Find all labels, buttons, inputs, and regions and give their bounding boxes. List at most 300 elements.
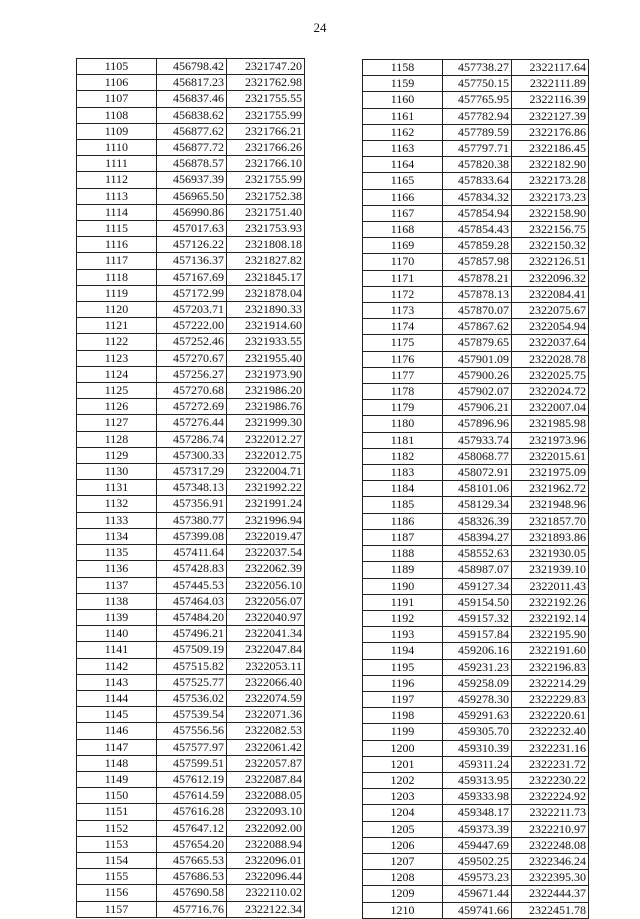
table-row (363, 546, 589, 562)
point-number-cell: 1153 (77, 836, 157, 852)
table-row (77, 626, 305, 642)
point-number-cell: 1122 (77, 334, 157, 350)
y-coordinate-cell: 2321755.55 (227, 91, 305, 107)
y-coordinate-cell: 2322192.26 (512, 594, 589, 610)
table-left-body (77, 59, 305, 918)
x-coordinate-cell: 459310.39 (443, 740, 512, 756)
table-row (77, 723, 305, 739)
y-coordinate-cell: 2322025.75 (512, 367, 589, 383)
x-coordinate-cell: 457782.94 (443, 108, 512, 124)
table-row (77, 885, 305, 901)
x-coordinate-cell: 457539.54 (157, 707, 227, 723)
y-coordinate-cell: 2321857.70 (512, 513, 589, 529)
x-coordinate-cell: 458101.06 (443, 481, 512, 497)
table-row (77, 901, 305, 917)
y-coordinate-cell: 2322192.14 (512, 610, 589, 626)
table-row (363, 627, 589, 643)
y-coordinate-cell: 2322054.94 (512, 319, 589, 335)
point-number-cell: 1123 (77, 350, 157, 366)
table-row (77, 188, 305, 204)
point-number-cell: 1176 (363, 351, 443, 367)
point-number-cell: 1205 (363, 821, 443, 837)
point-number-cell: 1184 (363, 481, 443, 497)
table-row (363, 724, 589, 740)
table-row (77, 447, 305, 463)
x-coordinate-cell: 458326.39 (443, 513, 512, 529)
table-row (77, 221, 305, 237)
y-coordinate-cell: 2322126.51 (512, 254, 589, 270)
table-row (77, 609, 305, 625)
x-coordinate-cell: 457820.38 (443, 157, 512, 173)
table-row (77, 383, 305, 399)
y-coordinate-cell: 2322037.54 (227, 545, 305, 561)
table-row (363, 886, 589, 902)
point-number-cell: 1207 (363, 853, 443, 869)
x-coordinate-cell: 457167.69 (157, 269, 227, 285)
x-coordinate-cell: 457870.07 (443, 303, 512, 319)
y-coordinate-cell: 2322075.67 (512, 303, 589, 319)
x-coordinate-cell: 456798.42 (157, 59, 227, 75)
y-coordinate-cell: 2322024.72 (512, 384, 589, 400)
x-coordinate-cell: 457854.94 (443, 205, 512, 221)
y-coordinate-cell: 2321890.33 (227, 302, 305, 318)
point-number-cell: 1155 (77, 869, 157, 885)
point-number-cell: 1206 (363, 837, 443, 853)
table-row (363, 870, 589, 886)
x-coordinate-cell: 457933.74 (443, 432, 512, 448)
point-number-cell: 1199 (363, 724, 443, 740)
y-coordinate-cell: 2322444.37 (512, 886, 589, 902)
table-row (77, 739, 305, 755)
table-row (77, 577, 305, 593)
x-coordinate-cell: 457616.28 (157, 804, 227, 820)
y-coordinate-cell: 2321948.96 (512, 497, 589, 513)
point-number-cell: 1136 (77, 561, 157, 577)
x-coordinate-cell: 457445.53 (157, 577, 227, 593)
point-number-cell: 1162 (363, 124, 443, 140)
table-row (363, 108, 589, 124)
table-row (77, 269, 305, 285)
y-coordinate-cell: 2322093.10 (227, 804, 305, 820)
point-number-cell: 1164 (363, 157, 443, 173)
point-number-cell: 1182 (363, 448, 443, 464)
x-coordinate-cell: 458552.63 (443, 546, 512, 562)
y-coordinate-cell: 2321893.86 (512, 529, 589, 545)
table-row (77, 642, 305, 658)
point-number-cell: 1193 (363, 627, 443, 643)
y-coordinate-cell: 2321973.90 (227, 366, 305, 382)
x-coordinate-cell: 457896.96 (443, 416, 512, 432)
y-coordinate-cell: 2322066.40 (227, 674, 305, 690)
point-number-cell: 1147 (77, 739, 157, 755)
y-coordinate-cell: 2322176.86 (512, 124, 589, 140)
point-number-cell: 1146 (77, 723, 157, 739)
y-coordinate-cell: 2322346.24 (512, 853, 589, 869)
y-coordinate-cell: 2322230.22 (512, 772, 589, 788)
point-number-cell: 1112 (77, 172, 157, 188)
x-coordinate-cell: 459278.30 (443, 691, 512, 707)
x-coordinate-cell: 457556.56 (157, 723, 227, 739)
y-coordinate-cell: 2321939.10 (512, 562, 589, 578)
table-row (363, 740, 589, 756)
y-coordinate-cell: 2321808.18 (227, 237, 305, 253)
y-coordinate-cell: 2322127.39 (512, 108, 589, 124)
y-coordinate-cell: 2322015.61 (512, 448, 589, 464)
point-number-cell: 1110 (77, 140, 157, 156)
table-row (363, 254, 589, 270)
point-number-cell: 1135 (77, 545, 157, 561)
point-number-cell: 1175 (363, 335, 443, 351)
y-coordinate-cell: 2321755.99 (227, 107, 305, 123)
table-row (363, 400, 589, 416)
x-coordinate-cell: 457665.53 (157, 852, 227, 868)
point-number-cell: 1124 (77, 366, 157, 382)
coordinates-table-left (76, 58, 305, 918)
x-coordinate-cell: 459573.23 (443, 870, 512, 886)
x-coordinate-cell: 457690.58 (157, 885, 227, 901)
y-coordinate-cell: 2322451.78 (512, 902, 589, 918)
x-coordinate-cell: 459206.16 (443, 643, 512, 659)
table-row (363, 562, 589, 578)
point-number-cell: 1156 (77, 885, 157, 901)
x-coordinate-cell: 457317.29 (157, 464, 227, 480)
point-number-cell: 1106 (77, 75, 157, 91)
table-row (77, 836, 305, 852)
table-row (77, 674, 305, 690)
table-row (363, 157, 589, 173)
table-row (363, 481, 589, 497)
point-number-cell: 1154 (77, 852, 157, 868)
point-number-cell: 1204 (363, 805, 443, 821)
x-coordinate-cell: 457879.65 (443, 335, 512, 351)
point-number-cell: 1170 (363, 254, 443, 270)
x-coordinate-cell: 457867.62 (443, 319, 512, 335)
table-row (77, 253, 305, 269)
point-number-cell: 1130 (77, 464, 157, 480)
y-coordinate-cell: 2322019.47 (227, 528, 305, 544)
x-coordinate-cell: 457878.21 (443, 270, 512, 286)
x-coordinate-cell: 457525.77 (157, 674, 227, 690)
point-number-cell: 1174 (363, 319, 443, 335)
x-coordinate-cell: 459154.50 (443, 594, 512, 610)
y-coordinate-cell: 2322122.34 (227, 901, 305, 917)
point-number-cell: 1127 (77, 415, 157, 431)
x-coordinate-cell: 457614.59 (157, 788, 227, 804)
table-row (363, 416, 589, 432)
point-number-cell: 1177 (363, 367, 443, 383)
y-coordinate-cell: 2322084.41 (512, 286, 589, 302)
table-row (77, 399, 305, 415)
table-row (363, 594, 589, 610)
point-number-cell: 1190 (363, 578, 443, 594)
x-coordinate-cell: 457854.43 (443, 222, 512, 238)
table-row (77, 528, 305, 544)
point-number-cell: 1117 (77, 253, 157, 269)
y-coordinate-cell: 2321955.40 (227, 350, 305, 366)
point-number-cell: 1134 (77, 528, 157, 544)
point-number-cell: 1188 (363, 546, 443, 562)
x-coordinate-cell: 457252.46 (157, 334, 227, 350)
point-number-cell: 1186 (363, 513, 443, 529)
table-row (363, 821, 589, 837)
y-coordinate-cell: 2322395.30 (512, 870, 589, 886)
x-coordinate-cell: 457172.99 (157, 285, 227, 301)
point-number-cell: 1113 (77, 188, 157, 204)
point-number-cell: 1191 (363, 594, 443, 610)
point-number-cell: 1105 (77, 59, 157, 75)
table-row (363, 60, 589, 76)
y-coordinate-cell: 2322220.61 (512, 708, 589, 724)
table-row (77, 140, 305, 156)
point-number-cell: 1178 (363, 384, 443, 400)
x-coordinate-cell: 457902.07 (443, 384, 512, 400)
table-row (77, 172, 305, 188)
x-coordinate-cell: 457399.08 (157, 528, 227, 544)
y-coordinate-cell: 2321766.26 (227, 140, 305, 156)
y-coordinate-cell: 2322196.83 (512, 659, 589, 675)
x-coordinate-cell: 457536.02 (157, 690, 227, 706)
y-coordinate-cell: 2321752.38 (227, 188, 305, 204)
y-coordinate-cell: 2321975.09 (512, 465, 589, 481)
x-coordinate-cell: 457428.83 (157, 561, 227, 577)
table-row (77, 123, 305, 139)
table-row (77, 707, 305, 723)
point-number-cell: 1202 (363, 772, 443, 788)
x-coordinate-cell: 459333.98 (443, 789, 512, 805)
table-row (77, 852, 305, 868)
point-number-cell: 1180 (363, 416, 443, 432)
point-number-cell: 1201 (363, 756, 443, 772)
x-coordinate-cell: 457765.95 (443, 92, 512, 108)
x-coordinate-cell: 458394.27 (443, 529, 512, 545)
point-number-cell: 1161 (363, 108, 443, 124)
table-row (363, 465, 589, 481)
y-coordinate-cell: 2322012.27 (227, 431, 305, 447)
table-row (363, 173, 589, 189)
table-row (77, 561, 305, 577)
table-row (77, 869, 305, 885)
table-row (77, 204, 305, 220)
y-coordinate-cell: 2322007.04 (512, 400, 589, 416)
point-number-cell: 1108 (77, 107, 157, 123)
y-coordinate-cell: 2322092.00 (227, 820, 305, 836)
table-row (363, 351, 589, 367)
point-number-cell: 1145 (77, 707, 157, 723)
point-number-cell: 1167 (363, 205, 443, 221)
point-number-cell: 1148 (77, 755, 157, 771)
y-coordinate-cell: 2321753.93 (227, 221, 305, 237)
point-number-cell: 1159 (363, 76, 443, 92)
y-coordinate-cell: 2321992.22 (227, 480, 305, 496)
x-coordinate-cell: 457716.76 (157, 901, 227, 917)
table-row (363, 853, 589, 869)
y-coordinate-cell: 2322173.23 (512, 189, 589, 205)
y-coordinate-cell: 2322186.45 (512, 141, 589, 157)
x-coordinate-cell: 457203.71 (157, 302, 227, 318)
point-number-cell: 1107 (77, 91, 157, 107)
y-coordinate-cell: 2322182.90 (512, 157, 589, 173)
x-coordinate-cell: 456965.50 (157, 188, 227, 204)
x-coordinate-cell: 459741.66 (443, 902, 512, 918)
point-number-cell: 1139 (77, 609, 157, 625)
page-number: 24 (313, 20, 327, 35)
x-coordinate-cell: 459157.84 (443, 627, 512, 643)
table-row (363, 643, 589, 659)
table-row (363, 805, 589, 821)
x-coordinate-cell: 459231.23 (443, 659, 512, 675)
point-number-cell: 1171 (363, 270, 443, 286)
point-number-cell: 1208 (363, 870, 443, 886)
table-row (77, 366, 305, 382)
y-coordinate-cell: 2322047.84 (227, 642, 305, 658)
table-row (363, 610, 589, 626)
table-row (77, 545, 305, 561)
point-number-cell: 1141 (77, 642, 157, 658)
table-row (363, 659, 589, 675)
y-coordinate-cell: 2321933.55 (227, 334, 305, 350)
point-number-cell: 1133 (77, 512, 157, 528)
table-row (363, 675, 589, 691)
table-row (77, 431, 305, 447)
point-number-cell: 1183 (363, 465, 443, 481)
x-coordinate-cell: 459311.24 (443, 756, 512, 772)
table-row (77, 237, 305, 253)
y-coordinate-cell: 2322096.44 (227, 869, 305, 885)
point-number-cell: 1132 (77, 496, 157, 512)
y-coordinate-cell: 2321962.72 (512, 481, 589, 497)
y-coordinate-cell: 2321766.10 (227, 156, 305, 172)
point-number-cell: 1173 (363, 303, 443, 319)
point-number-cell: 1210 (363, 902, 443, 918)
x-coordinate-cell: 457276.44 (157, 415, 227, 431)
x-coordinate-cell: 459313.95 (443, 772, 512, 788)
x-coordinate-cell: 457612.19 (157, 771, 227, 787)
x-coordinate-cell: 456817.23 (157, 75, 227, 91)
point-number-cell: 1131 (77, 480, 157, 496)
x-coordinate-cell: 459671.44 (443, 886, 512, 902)
table-row (363, 578, 589, 594)
y-coordinate-cell: 2321762.98 (227, 75, 305, 91)
y-coordinate-cell: 2322195.90 (512, 627, 589, 643)
point-number-cell: 1195 (363, 659, 443, 675)
table-row (77, 820, 305, 836)
y-coordinate-cell: 2322061.42 (227, 739, 305, 755)
point-number-cell: 1118 (77, 269, 157, 285)
x-coordinate-cell: 456877.72 (157, 140, 227, 156)
y-coordinate-cell: 2322028.78 (512, 351, 589, 367)
point-number-cell: 1149 (77, 771, 157, 787)
table-row (77, 788, 305, 804)
table-row (363, 124, 589, 140)
point-number-cell: 1179 (363, 400, 443, 416)
x-coordinate-cell: 457857.98 (443, 254, 512, 270)
x-coordinate-cell: 456878.57 (157, 156, 227, 172)
table-row (363, 270, 589, 286)
y-coordinate-cell: 2322191.60 (512, 643, 589, 659)
y-coordinate-cell: 2321930.05 (512, 546, 589, 562)
x-coordinate-cell: 457496.21 (157, 626, 227, 642)
y-coordinate-cell: 2322071.36 (227, 707, 305, 723)
table-row (363, 76, 589, 92)
point-number-cell: 1150 (77, 788, 157, 804)
x-coordinate-cell: 459127.34 (443, 578, 512, 594)
table-row (363, 367, 589, 383)
point-number-cell: 1189 (363, 562, 443, 578)
y-coordinate-cell: 2322096.32 (512, 270, 589, 286)
x-coordinate-cell: 458987.07 (443, 562, 512, 578)
table-row (77, 415, 305, 431)
x-coordinate-cell: 457797.71 (443, 141, 512, 157)
point-number-cell: 1121 (77, 318, 157, 334)
y-coordinate-cell: 2322088.05 (227, 788, 305, 804)
y-coordinate-cell: 2322040.97 (227, 609, 305, 625)
table-row (363, 92, 589, 108)
point-number-cell: 1128 (77, 431, 157, 447)
table-row (77, 593, 305, 609)
table-row (77, 318, 305, 334)
x-coordinate-cell: 457270.67 (157, 350, 227, 366)
point-number-cell: 1129 (77, 447, 157, 463)
y-coordinate-cell: 2321986.76 (227, 399, 305, 415)
point-number-cell: 1125 (77, 383, 157, 399)
x-coordinate-cell: 457577.97 (157, 739, 227, 755)
point-number-cell: 1157 (77, 901, 157, 917)
x-coordinate-cell: 458072.91 (443, 465, 512, 481)
point-number-cell: 1143 (77, 674, 157, 690)
x-coordinate-cell: 457906.21 (443, 400, 512, 416)
y-coordinate-cell: 2322248.08 (512, 837, 589, 853)
point-number-cell: 1138 (77, 593, 157, 609)
y-coordinate-cell: 2321996.94 (227, 512, 305, 528)
point-number-cell: 1163 (363, 141, 443, 157)
point-number-cell: 1137 (77, 577, 157, 593)
table-row (77, 350, 305, 366)
y-coordinate-cell: 2322041.34 (227, 626, 305, 642)
x-coordinate-cell: 457017.63 (157, 221, 227, 237)
y-coordinate-cell: 2322012.75 (227, 447, 305, 463)
table-row (363, 837, 589, 853)
x-coordinate-cell: 459258.09 (443, 675, 512, 691)
x-coordinate-cell: 459348.17 (443, 805, 512, 821)
y-coordinate-cell: 2322088.94 (227, 836, 305, 852)
point-number-cell: 1198 (363, 708, 443, 724)
table-row (363, 303, 589, 319)
point-number-cell: 1172 (363, 286, 443, 302)
y-coordinate-cell: 2322056.07 (227, 593, 305, 609)
point-number-cell: 1166 (363, 189, 443, 205)
point-number-cell: 1119 (77, 285, 157, 301)
y-coordinate-cell: 2322224.92 (512, 789, 589, 805)
x-coordinate-cell: 457900.26 (443, 367, 512, 383)
point-number-cell: 1200 (363, 740, 443, 756)
x-coordinate-cell: 457686.53 (157, 869, 227, 885)
table-row (363, 497, 589, 513)
point-number-cell: 1126 (77, 399, 157, 415)
table-row (363, 513, 589, 529)
x-coordinate-cell: 457126.22 (157, 237, 227, 253)
point-number-cell: 1209 (363, 886, 443, 902)
point-number-cell: 1203 (363, 789, 443, 805)
table-row (77, 107, 305, 123)
point-number-cell: 1152 (77, 820, 157, 836)
table-row (77, 496, 305, 512)
point-number-cell: 1192 (363, 610, 443, 626)
table-row (363, 902, 589, 918)
x-coordinate-cell: 457348.13 (157, 480, 227, 496)
y-coordinate-cell: 2322117.64 (512, 60, 589, 76)
x-coordinate-cell: 458129.34 (443, 497, 512, 513)
x-coordinate-cell: 457789.59 (443, 124, 512, 140)
